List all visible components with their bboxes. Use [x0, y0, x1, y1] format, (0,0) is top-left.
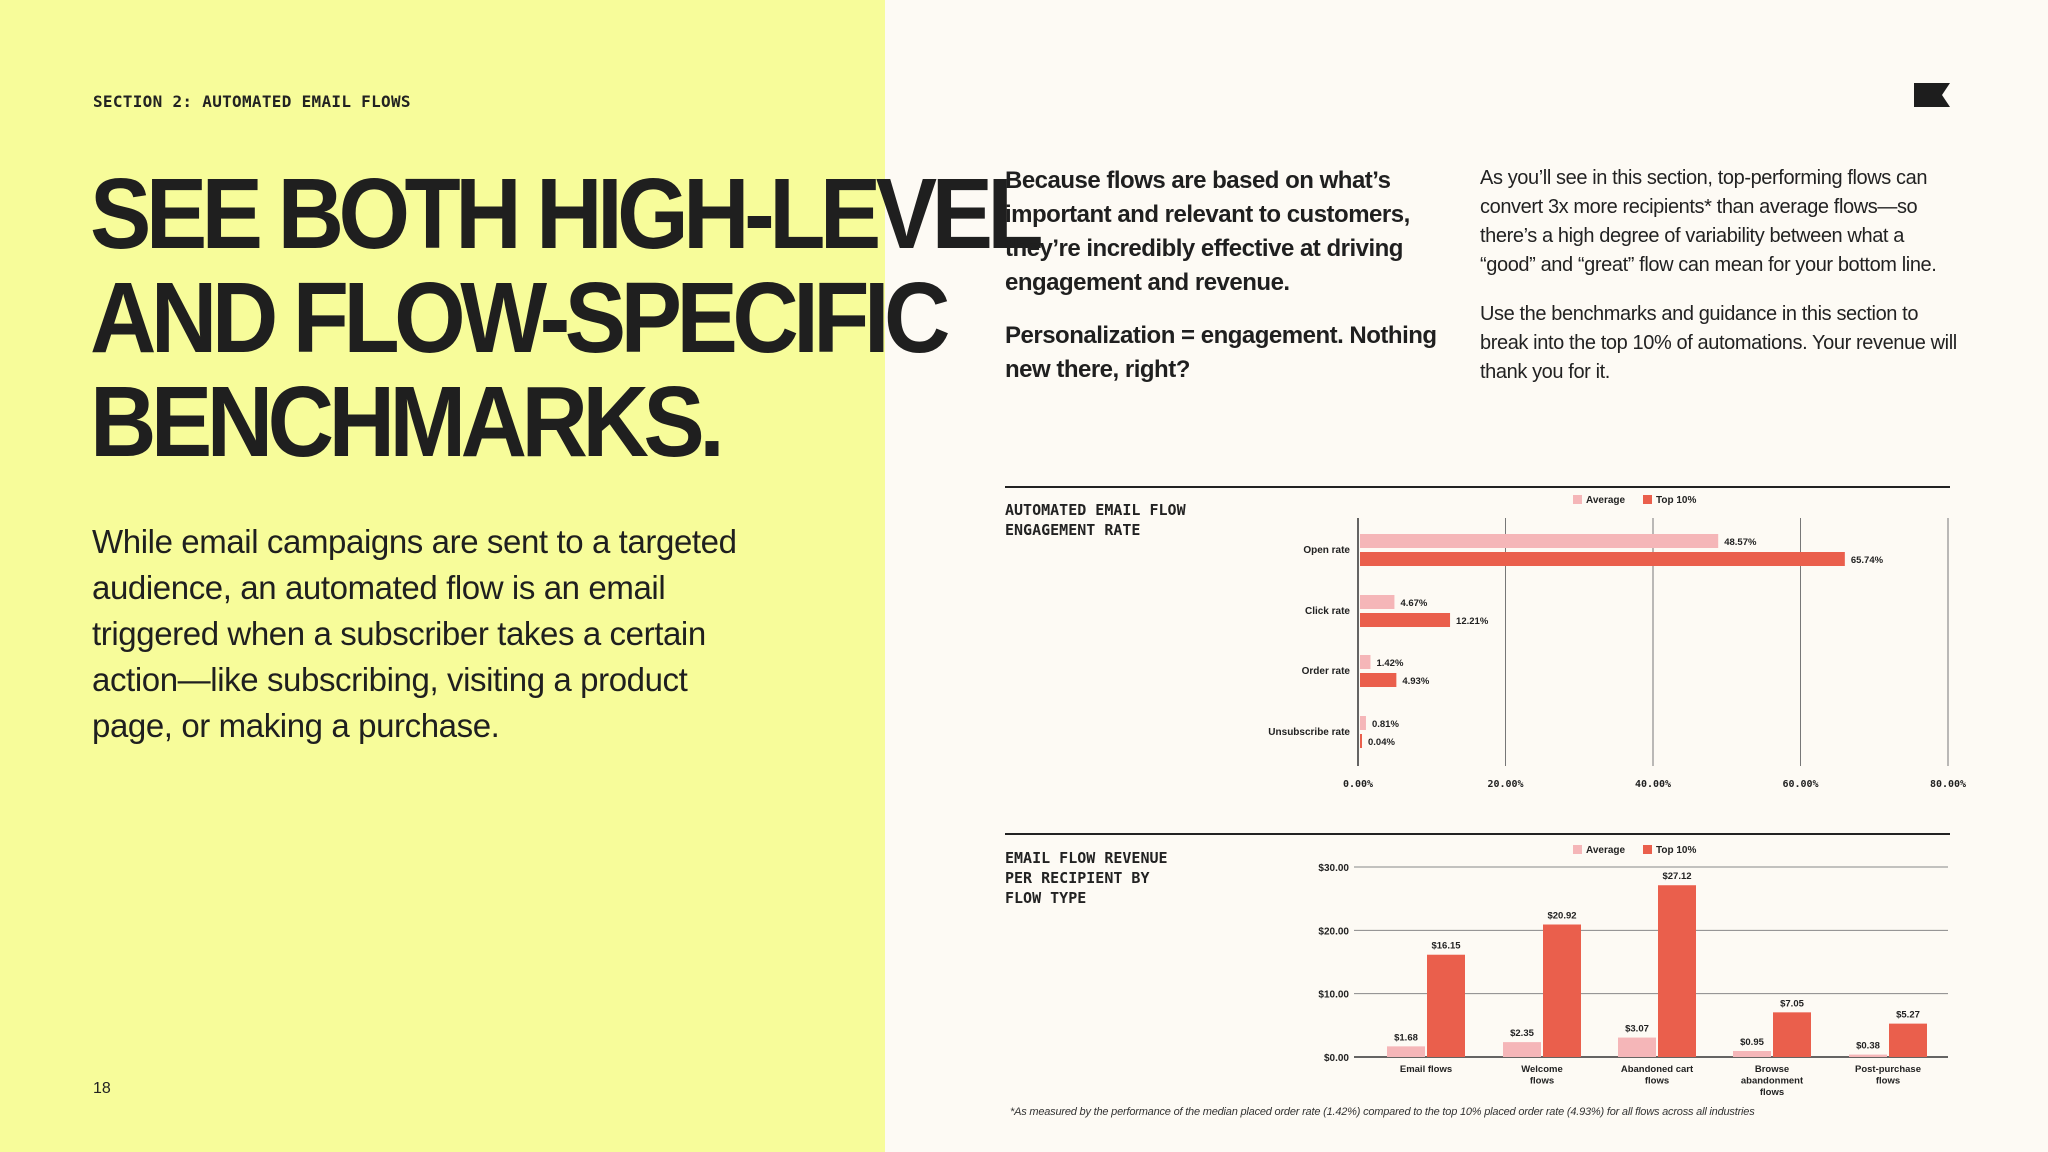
revenue-category-label: flows — [1875, 1075, 1901, 1087]
headline-line-2: AND FLOW-SPECIFIC — [90, 262, 945, 374]
engagement-value-top: 0.04% — [1368, 737, 1395, 748]
revenue-y-tick-label: $30.00 — [1318, 863, 1349, 874]
revenue-value-top: $27.12 — [1662, 871, 1692, 883]
engagement-legend-top-swatch — [1643, 495, 1652, 504]
engagement-value-average: 4.67% — [1400, 598, 1428, 609]
headline-line-1: SEE BOTH HIGH-LEVEL — [90, 158, 1039, 270]
headline-line-3: BENCHMARKS. — [90, 366, 720, 478]
revenue-legend-top-swatch — [1643, 845, 1652, 854]
revenue-category-label: Abandoned cart — [1620, 1064, 1694, 1075]
engagement-x-tick-label: 0.00% — [1342, 779, 1374, 790]
revenue-value-average: $1.68 — [1394, 1032, 1418, 1044]
engagement-value-average: 48.57% — [1724, 537, 1757, 548]
engagement-legend-top-label: Top 10% — [1656, 495, 1697, 506]
intro-regular-paragraph-1: As you’ll see in this section, top-performing flows can convert 3x more recipients* than average flows—so there’s a high degree of variability between what a “good” and “great” flow can mean for your bottom line. — [1480, 167, 1937, 276]
engagement-bar-average — [1360, 655, 1370, 669]
engagement-value-top: 4.93% — [1402, 676, 1430, 687]
engagement-bar-top — [1360, 552, 1845, 566]
engagement-x-tick-label: 80.00% — [1929, 779, 1967, 790]
intro-bold-paragraph-1: Because flows are based on what’s important and relevant to customers, they’re incredibly effective at driving engagement and revenue. — [1005, 167, 1410, 296]
revenue-value-top: $16.15 — [1431, 940, 1461, 952]
engagement-value-top: 12.21% — [1456, 616, 1489, 627]
intro-bold-paragraph-2: Personalization = engagement. Nothing new there, right? — [1005, 322, 1437, 383]
revenue-bar-top — [1889, 1024, 1927, 1057]
revenue-bar-average — [1503, 1042, 1541, 1057]
engagement-category-label: Click rate — [1304, 606, 1350, 617]
engagement-bar-top — [1360, 734, 1362, 748]
engagement-bar-average — [1360, 534, 1718, 548]
revenue-bar-top — [1773, 1012, 1811, 1057]
lede-paragraph: While email campaigns are sent to a targeted audience, an automated flow is an email triggered when a subscriber takes a certain action—like subscribing, visiting a product page, or making a purchase. — [92, 523, 737, 744]
revenue-category-label: Browse — [1754, 1064, 1790, 1075]
revenue-value-average: $3.07 — [1625, 1023, 1649, 1035]
revenue-y-tick-label: $10.00 — [1318, 989, 1349, 1001]
engagement-category-label: Open rate — [1303, 545, 1350, 556]
revenue-value-top: $20.92 — [1547, 910, 1577, 922]
intro-regular-paragraph-2: Use the benchmarks and guidance in this section to break into the top 10% of automations. Your revenue will thank you for it. — [1480, 303, 1957, 383]
revenue-legend-average-label: Average — [1586, 845, 1626, 856]
section-label: SECTION 2: AUTOMATED EMAIL FLOWS — [93, 92, 411, 111]
revenue-legend-top-label: Top 10% — [1656, 845, 1697, 856]
engagement-bar-top — [1360, 613, 1450, 627]
footnote: *As measured by the performance of the median placed order rate (1.42%) compared to the top 10% placed order rate (4.93%) for all flows across all industries — [1010, 1106, 1755, 1118]
engagement-legend-average-swatch — [1573, 495, 1582, 504]
engagement-x-tick-label: 20.00% — [1487, 779, 1524, 790]
revenue-legend-average-swatch — [1573, 845, 1582, 854]
engagement-category-label: Order rate — [1301, 666, 1350, 677]
revenue-category-label: flows — [1644, 1075, 1670, 1087]
revenue-bar-average — [1618, 1038, 1656, 1057]
revenue-bar-top — [1543, 925, 1581, 1057]
engagement-category-label: Unsubscribe rate — [1268, 727, 1350, 738]
engagement-legend-average-label: Average — [1586, 495, 1626, 506]
revenue-bar-average — [1849, 1055, 1887, 1057]
revenue-bar-top — [1427, 955, 1465, 1057]
revenue-value-average: $0.95 — [1740, 1036, 1764, 1048]
revenue-value-top: $7.05 — [1780, 998, 1804, 1010]
revenue-bar-average — [1387, 1046, 1425, 1057]
engagement-value-average: 1.42% — [1376, 658, 1404, 669]
revenue-bar-average — [1733, 1051, 1771, 1057]
engagement-x-tick-label: 40.00% — [1634, 779, 1672, 790]
revenue-chart-title: EMAIL FLOW REVENUE PER RECIPIENT BY FLOW TYPE — [1005, 849, 1168, 907]
engagement-chart-title: AUTOMATED EMAIL FLOW ENGAGEMENT RATE — [1005, 501, 1186, 539]
engagement-x-tick-label: 60.00% — [1782, 779, 1819, 790]
engagement-bar-average — [1360, 595, 1394, 609]
revenue-category-label: Email flows — [1399, 1064, 1453, 1075]
revenue-category-label: Post-purchase — [1855, 1064, 1921, 1075]
engagement-value-top: 65.74% — [1850, 555, 1884, 566]
revenue-bar-top — [1658, 885, 1696, 1057]
revenue-category-label: flows — [1529, 1075, 1555, 1087]
page-number: 18 — [93, 1080, 111, 1097]
revenue-category-label: flows — [1759, 1087, 1785, 1098]
revenue-value-average: $2.35 — [1510, 1028, 1534, 1040]
revenue-category-label: Welcome — [1521, 1064, 1563, 1075]
engagement-value-average: 0.81% — [1371, 719, 1399, 730]
revenue-category-label: abandonment — [1740, 1075, 1804, 1087]
revenue-y-tick-label: $0.00 — [1323, 1053, 1349, 1064]
engagement-bar-top — [1360, 673, 1396, 687]
revenue-value-average: $0.38 — [1856, 1040, 1880, 1052]
revenue-y-tick-label: $20.00 — [1318, 926, 1349, 938]
engagement-bar-average — [1360, 716, 1366, 730]
revenue-value-top: $5.27 — [1896, 1009, 1920, 1021]
